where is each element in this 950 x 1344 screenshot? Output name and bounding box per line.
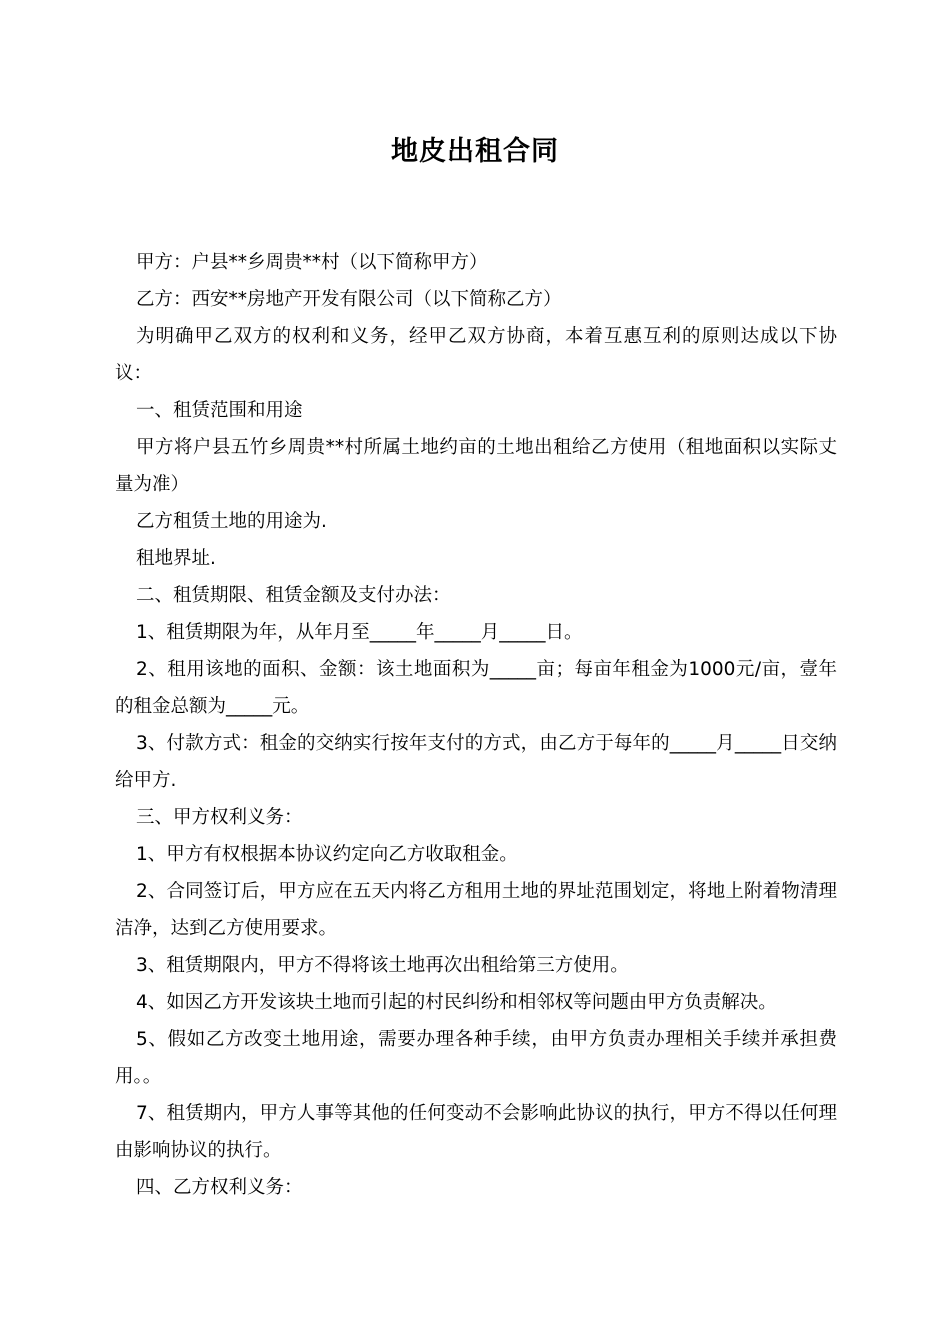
party-a-clause-2: 2、合同签订后，甲方应在五天内将乙方租用土地的界址范围划定，将地上附着物清理洁净，达到乙方使用要求。 xyxy=(115,881,837,939)
document-body xyxy=(115,244,837,1206)
area-amount-clause: 2、租用该地的面积、金额：该土地面积为_____亩；每亩年租金为1000元/亩，壹年的租金总额为_____元。 xyxy=(115,659,837,717)
section-heading-1: 一、租赁范围和用途 xyxy=(136,400,303,421)
section-heading-4: 四、乙方权利义务： xyxy=(136,1177,303,1198)
party-a-clause-5: 5、假如乙方改变土地用途，需要办理各种手续，由甲方负责办理相关手续并承担费用。。 xyxy=(115,1029,837,1087)
boundary-paragraph: 租地界址. xyxy=(136,548,216,569)
land-use-paragraph: 乙方租赁土地的用途为. xyxy=(136,511,327,532)
party-b-line: 乙方：西安**房地产开发有限公司（以下简称乙方） xyxy=(136,289,562,310)
lease-term-clause: 1、租赁期限为年，从年月至_____年_____月_____日。 xyxy=(136,622,583,643)
party-a-clause-4: 4、如因乙方开发该块土地而引起的村民纠纷和相邻权等问题由甲方负责解决。 xyxy=(136,992,777,1013)
section-heading-3: 三、甲方权利义务： xyxy=(136,807,303,828)
party-a-clause-1: 1、甲方有权根据本协议约定向乙方收取租金。 xyxy=(136,844,518,865)
section-heading-2: 二、租赁期限、租赁金额及支付办法： xyxy=(136,585,451,606)
preamble-paragraph: 为明确甲乙双方的权利和义务，经甲乙双方协商，本着互惠互利的原则达成以下协议： xyxy=(115,326,837,384)
party-a-line: 甲方：户县**乡周贵**村（以下简称甲方） xyxy=(136,252,488,273)
party-a-clause-7: 7、租赁期内，甲方人事等其他的任何变动不会影响此协议的执行，甲方不得以任何理由影响协议的执行。 xyxy=(115,1103,837,1161)
party-a-clause-3: 3、租赁期限内，甲方不得将该土地再次出租给第三方使用。 xyxy=(136,955,629,976)
payment-method-clause: 3、付款方式：租金的交纳实行按年支付的方式，由乙方于每年的_____月_____日交纳给甲方. xyxy=(115,733,837,791)
lease-scope-paragraph: 甲方将户县五竹乡周贵**村所属土地约亩的土地出租给乙方使用（租地面积以实际丈量为准） xyxy=(115,437,837,495)
document-title: 地皮出租合同 xyxy=(391,136,559,167)
